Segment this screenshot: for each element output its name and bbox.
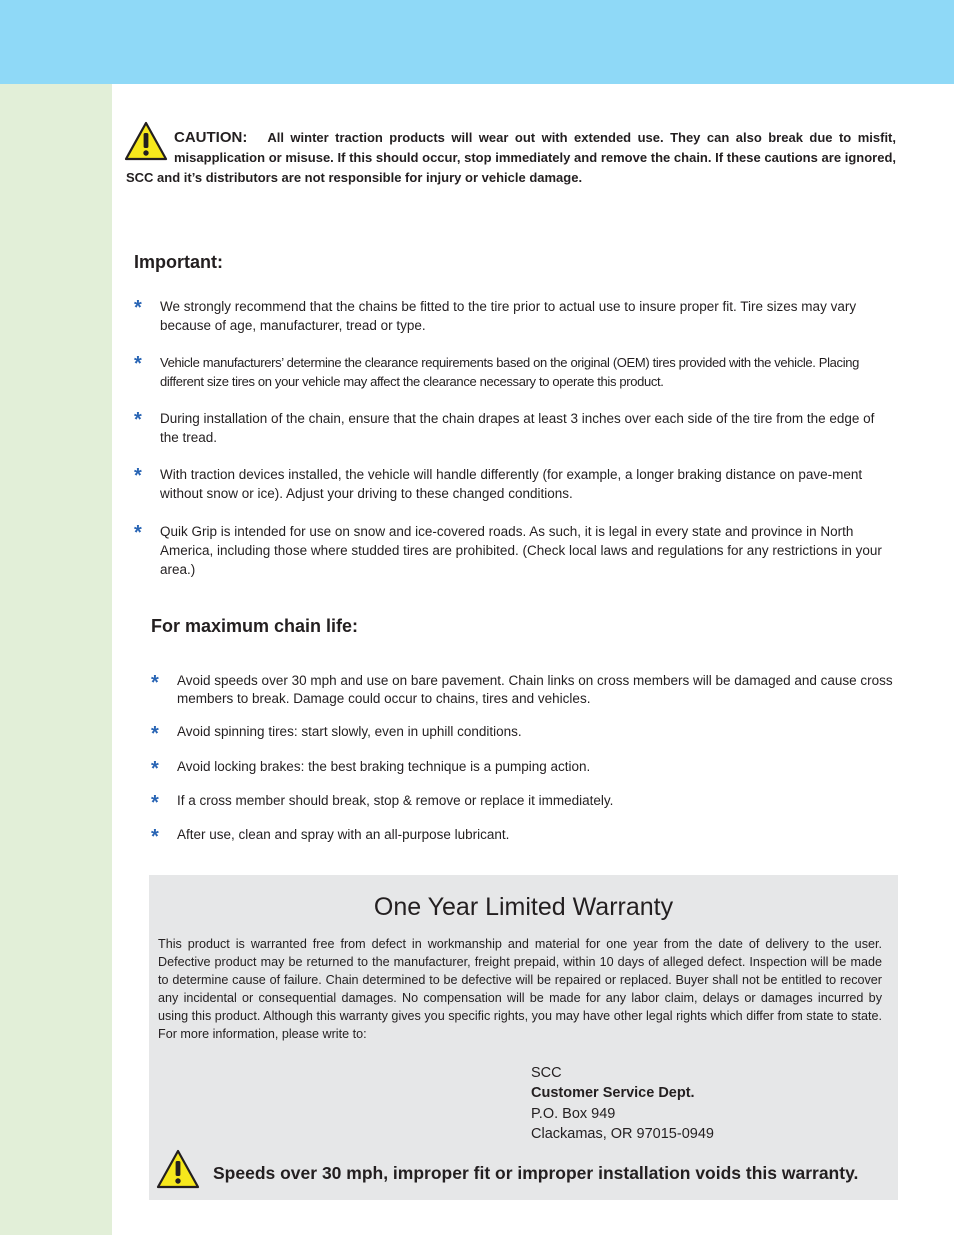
list-item [134,353,894,391]
caution-text: All winter traction products will wear out with extended use. They can also break due to misfit, misapplication or misuse. If this should occur, stop immediately and remove the chain. If these cautions are ignored, SCC and it’s distributors are not responsible for injury or vehicle damage. [126,130,896,185]
asterisk-bullet-icon: * [151,826,159,848]
warning-icon [156,1149,200,1189]
list-item [151,792,896,814]
list-item [151,758,896,780]
caution-label: CAUTION: [174,129,248,146]
asterisk-bullet-icon: * [151,723,159,745]
list-item-text: After use, clean and spray with an all-purpose lubricant. [177,827,510,842]
asterisk-bullet-icon: * [134,522,142,544]
address-po-box: P.O. Box 949 [531,1105,616,1122]
chain-life-heading: For maximum chain life: [151,616,359,636]
list-item [134,409,894,447]
address-city: Clackamas, OR 97015-0949 [531,1126,714,1143]
list-item-text: With traction devices installed, the vehicle will handle differently (for example, a longer braking distance on pave-ment without snow or ice). Adjust your driving to these changed conditions. [160,467,863,501]
asterisk-bullet-icon: * [151,672,159,694]
asterisk-bullet-icon: * [134,297,142,319]
list-item-text: Vehicle manufacturers’ determine the clearance requirements based on the original (OEM) tires provided with the vehicle. Placing different size tires on your vehicle may affect the clearance necessary to operate this product. [160,355,859,389]
sidebar-band [0,84,112,1235]
warranty-body: This product is warranted free from defect in workmanship and material for one year from the date of delivery to the user. Defective product may be returned to the manufacturer, freight prepaid, within 10 days of alleged defect. Inspection will be made to determine cause of failure. Chain determined to be defective will be repaired or replaced. Buyer shall not be entitled to recover any incidental or consequential damages. No compensation will be made for any labor claim, delays or damages incurred by using this product. Although this warranty gives you specific rights, you may have other legal rights which differ from state to state. For more information, please write to: [158,937,882,1041]
asterisk-bullet-icon: * [134,353,142,375]
list-item [151,672,896,707]
asterisk-bullet-icon: * [151,792,159,814]
mailing-address [531,1063,714,1145]
list-item [134,297,894,335]
header-band [0,0,954,84]
warranty-title: One Year Limited Warranty [373,893,674,921]
asterisk-bullet-icon: * [151,758,159,780]
list-item-text: Avoid spinning tires: start slowly, even in uphill conditions. [177,724,522,739]
list-item-text: Avoid speeds over 30 mph and use on bare pavement. Chain links on cross members will be damaged and cause cross members to break. Damage could occur to chains, tires and vehicles. [177,673,893,706]
list-item [151,826,896,848]
address-company: SCC [531,1065,562,1081]
list-item [151,723,896,745]
warranty-box [149,875,898,1200]
list-item [134,522,894,579]
list-item-text: If a cross member should break, stop & remove or replace it immediately. [177,793,614,808]
asterisk-bullet-icon: * [134,465,142,487]
address-department: Customer Service Dept. [531,1085,695,1102]
list-item-text: Quik Grip is intended for use on snow and ice-covered roads. As such, it is legal in every state and province in North America, including those where studded tires are prohibited. (Check local laws and regulations for any restrictions in your area.) [160,524,882,577]
list-item [134,465,894,503]
asterisk-bullet-icon: * [134,409,142,431]
important-heading: Important: [134,252,223,272]
list-item-text: During installation of the chain, ensure that the chain drapes at least 3 inches over each side of the tire from the edge of the tread. [160,411,875,445]
list-item-text: Avoid locking brakes: the best braking technique is a pumping action. [177,759,591,774]
caution-notice [126,128,896,188]
list-item-text: We strongly recommend that the chains be fitted to the tire prior to actual use to insure proper fit. Tire sizes may vary because of age, manufacturer, tread or type. [160,299,857,333]
warranty-void-notice: Speeds over 30 mph, improper fit or improper installation voids this warranty. [213,1163,859,1183]
